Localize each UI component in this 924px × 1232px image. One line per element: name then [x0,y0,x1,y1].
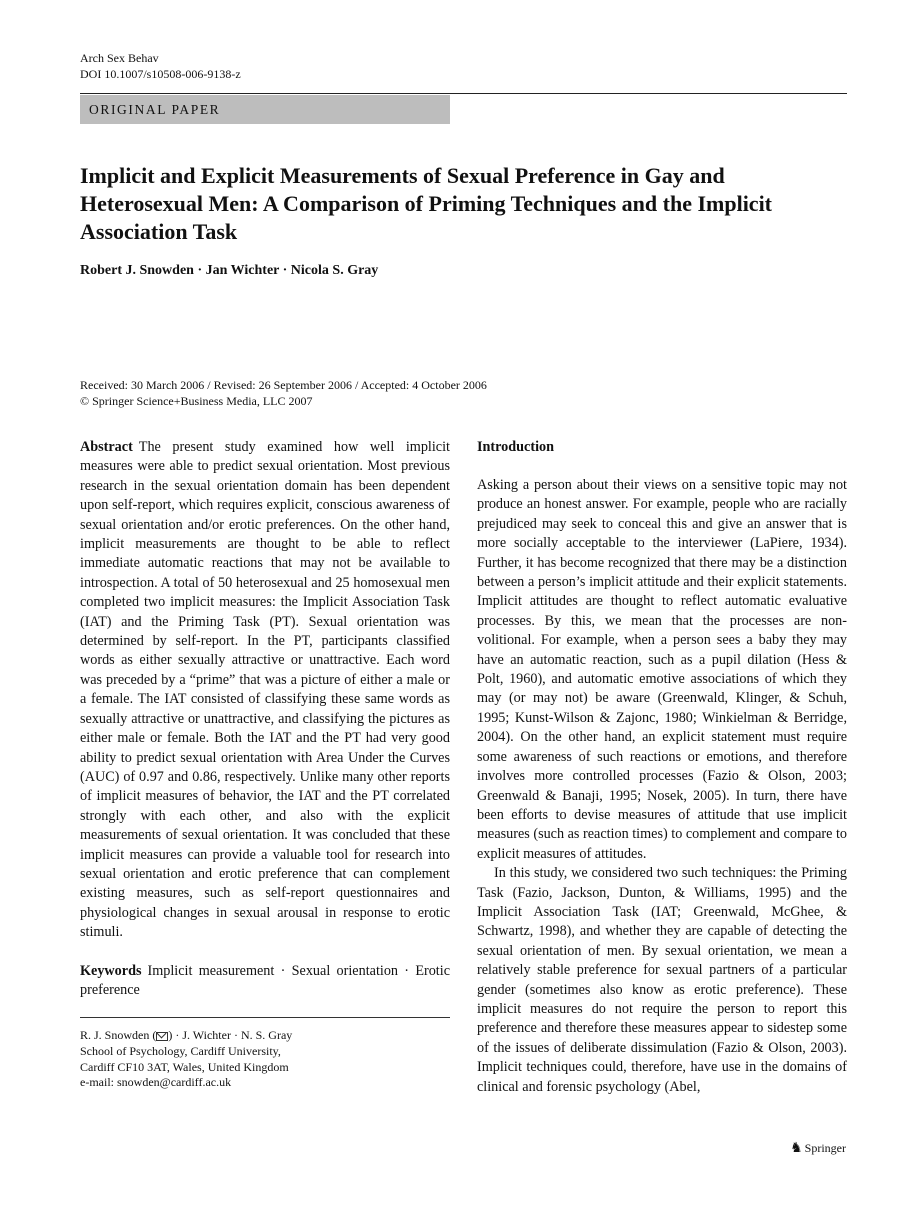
introduction-heading: Introduction [477,439,554,455]
header-rule [80,93,847,94]
keywords [80,962,450,1001]
affiliation [80,1028,450,1090]
right-column [477,438,847,1097]
affiliation-school: School of Psychology, Cardiff University, [80,1043,281,1058]
keywords-text: Implicit measurement · Sexual orientation · Erotic preference [80,962,450,998]
affiliation-authors-end: ) · J. Wichter · N. S. Gray [168,1028,293,1043]
authors: Robert J. Snowden · Jan Wichter · Nicola S. Gray [80,263,379,278]
introduction-paragraph-1: Asking a person about their views on a sensitive topic may not produce an honest answer. For example, people who are racially prejudiced may seek to conceal this and give an answer that is more socially acceptable to the interviewer (LaPiere, 1934). Further, it has become recognized that there may be a distinction between a person’s implicit attitude and their explicit statements. Implicit attitudes are thought to reflect automatic evaluative processes. By this, we mean that the processes are non-volitional. For example, when a person sees a baby they may have an automatic reaction, such as a pupil dilation (Hess & Polt, 1960), and automatic emotive associations of which they may (or may not) be aware (Greenwald, Klinger, & Schuh, 1995; Kunst-Wilson & Zajonc, 1980; Winkielman & Berridge, 2004). On the other hand, an explicit statement must require some awareness of such reactions or emotions, and therefore involves more controlled processes (Fazio & Olson, 2003; Greenwald & Banaji, 1995; Nosek, 2005). In turn, there have been efforts to devise measures of attitude that use implicit measures (such as reaction times) to complement and compare to explicit measures of attitudes. [477,477,847,862]
keywords-label: Keywords [80,962,142,979]
introduction [477,438,847,1097]
abstract-text: The present study examined how well implicit measures were able to predict sexual orientation. Most previous research in the sexual orientation domain has been dependent upon self-report, which requires explicit, conscious awareness of sexual orientation and/or erotic preferences. On the other hand, implicit measurements are thought to be able to reflect immediate automatic reactions that may not be available to introspection. A total of 50 heterosexual and 25 homosexual men completed two implicit measures: the Implicit Association Task (IAT) and the Priming Task (PT). Sexual orientation was determined by self-report. In the PT, participants classified words as either sexually attractive or unattractive. Each word was preceded by a “prime” that was a picture of either a male or a female. The IAT consisted of classifying these same words as sexually attractive or unattractive, and classifying the pictures as either male or female. Both the IAT and the PT had very good ability to predict sexual orientation with Area Under the Curves (AUC) of 0.97 and 0.86, respectively. Unlike many other reports of implicit measures of behavior, the IAT and the PT correlated strongly with each other, and also with the explicit measurements of sexual orientation. It was concluded that these implicit measures can provide a valuable tool for research into sexual orientation and erotic preference that can complement existing measures, such as self-report questionnaires and physiological changes in sexual arousal in response to erotic stimuli. [80,439,450,941]
paper-title: Implicit and Explicit Measurements of Sexual Preference in Gay and Heterosexual Men: A Comparison of Priming Techniques and the Implicit Association Task [80,163,773,244]
abstract [80,438,450,943]
copyright: © Springer Science+Business Media, LLC 2007 [80,394,313,408]
abstract-label: Abstract [80,439,133,455]
journal-header [80,50,241,82]
publisher-footer [790,1140,846,1157]
footnote-rule [80,1017,450,1018]
springer-horse-icon: ♞ [790,1141,803,1156]
publisher-name: Springer [804,1141,846,1155]
received-dates: Received: 30 March 2006 / Revised: 26 September 2006 / Accepted: 4 October 2006 [80,378,487,392]
journal-name: Arch Sex Behav [80,51,159,65]
dates-block [80,377,487,409]
affiliation-email[interactable]: e-mail: snowden@cardiff.ac.uk [80,1075,232,1090]
left-column [80,438,450,1091]
affiliation-authors-start: R. J. Snowden ( [80,1028,157,1043]
introduction-paragraph-2: In this study, we considered two such techniques: the Priming Task (Fazio, Jackson, Dunton, & Williams, 1995) and the Implicit Association Task (IAT; Greenwald, McGhee, & Schwartz, 1998), and whether they are capable of detecting the sexual orientation of men. By sexual orientation, we mean a relatively stable preference for sexual partners of a particular gender (sometimes also know as erotic preference). These implicit measures do not require the person to report this preference and therefore these measures appear to sidestep some of the issues of deliberate dissimulation (Fazio & Olson, 2003). Implicit techniques could, therefore, have use in the domains of clinical and forensic psychology (Abel, [477,865,847,1095]
paper-type-banner: ORIGINAL PAPER [80,95,450,124]
affiliation-address: Cardiff CF10 3AT, Wales, United Kingdom [80,1059,289,1074]
envelope-icon [156,1032,168,1041]
doi: DOI 10.1007/s10508-006-9138-z [80,67,241,81]
